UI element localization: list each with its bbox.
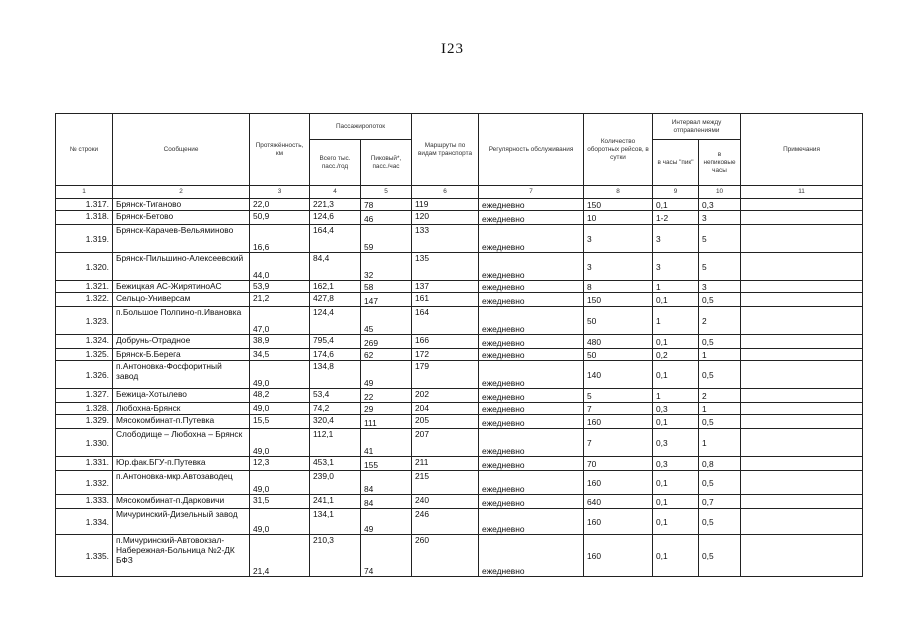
header-length: Протяжённость, км: [250, 114, 310, 186]
trip-count: 70: [584, 457, 653, 471]
row-number: 1.334.: [56, 509, 113, 535]
regularity: ежедневно: [479, 415, 584, 429]
trip-count: 160: [584, 415, 653, 429]
trip-count: 8: [584, 281, 653, 293]
note: [741, 199, 863, 211]
flow-peak: 59: [361, 225, 412, 253]
flow-peak: 84: [361, 471, 412, 495]
flow-total: 74,2: [310, 403, 361, 415]
row-number: 1.331.: [56, 457, 113, 471]
route-length: 31,5: [250, 495, 310, 509]
route-number: 161: [412, 293, 479, 307]
route-number: 135: [412, 253, 479, 281]
row-number: 1.324.: [56, 335, 113, 349]
interval-offpeak: 5: [699, 253, 741, 281]
note: [741, 509, 863, 535]
route-name: Брянск-Карачев-Вельяминово: [113, 225, 250, 253]
interval-offpeak: 0,8: [699, 457, 741, 471]
regularity: ежедневно: [479, 349, 584, 361]
interval-peak: 0,1: [653, 293, 699, 307]
col-number: 3: [250, 186, 310, 199]
route-number: 137: [412, 281, 479, 293]
interval-offpeak: 0,3: [699, 199, 741, 211]
route-number: 246: [412, 509, 479, 535]
trip-count: 3: [584, 253, 653, 281]
route-name: Слободище – Любохна – Брянск: [113, 429, 250, 457]
route-number: 215: [412, 471, 479, 495]
header-route: Сообщение: [113, 114, 250, 186]
flow-peak: 155: [361, 457, 412, 471]
flow-total: 795,4: [310, 335, 361, 349]
table-row: [56, 281, 863, 293]
row-number: 1.321.: [56, 281, 113, 293]
flow-total: 53,4: [310, 389, 361, 403]
regularity: ежедневно: [479, 211, 584, 225]
flow-peak: 41: [361, 429, 412, 457]
route-length: 44,0: [250, 253, 310, 281]
regularity: ежедневно: [479, 253, 584, 281]
note: [741, 403, 863, 415]
route-name: Юр.фак.БГУ-п.Путевка: [113, 457, 250, 471]
route-number: 164: [412, 307, 479, 335]
flow-total: 221,3: [310, 199, 361, 211]
route-number: 260: [412, 535, 479, 577]
note: [741, 225, 863, 253]
interval-peak: 1: [653, 281, 699, 293]
route-name: Добрунь-Отрадное: [113, 335, 250, 349]
route-length: 21,4: [250, 535, 310, 577]
regularity: ежедневно: [479, 535, 584, 577]
table-row: [56, 509, 863, 535]
header-flow-total: Всего тыс. пасс./год: [310, 140, 361, 186]
interval-offpeak: 0,7: [699, 495, 741, 509]
note: [741, 281, 863, 293]
route-name: Брянск-Пильшино-Алексеевский: [113, 253, 250, 281]
interval-offpeak: 0,5: [699, 535, 741, 577]
regularity: ежедневно: [479, 293, 584, 307]
col-number: 7: [479, 186, 584, 199]
table-row: [56, 403, 863, 415]
interval-offpeak: 2: [699, 389, 741, 403]
interval-peak: 0,1: [653, 415, 699, 429]
route-name: Брянск-Б.Берега: [113, 349, 250, 361]
regularity: ежедневно: [479, 281, 584, 293]
regularity: ежедневно: [479, 471, 584, 495]
note: [741, 535, 863, 577]
interval-peak: 0,1: [653, 361, 699, 389]
interval-peak: 0,1: [653, 335, 699, 349]
interval-peak: 3: [653, 253, 699, 281]
regularity: ежедневно: [479, 495, 584, 509]
flow-total: 174,6: [310, 349, 361, 361]
table-row: [56, 429, 863, 457]
note: [741, 457, 863, 471]
row-number: 1.327.: [56, 389, 113, 403]
row-number: 1.317.: [56, 199, 113, 211]
flow-total: 134,1: [310, 509, 361, 535]
header-routes: Маршруты по видам транспорта: [412, 114, 479, 186]
row-number: 1.335.: [56, 535, 113, 577]
flow-peak: 74: [361, 535, 412, 577]
header-row-no: № строки: [56, 114, 113, 186]
trip-count: 640: [584, 495, 653, 509]
route-name: п.Антоновка-Фосфоритный завод: [113, 361, 250, 389]
flow-peak: 29: [361, 403, 412, 415]
regularity: ежедневно: [479, 335, 584, 349]
header-trips: Количество оборотных рейсов, в сутки: [584, 114, 653, 186]
route-number: 205: [412, 415, 479, 429]
note: [741, 293, 863, 307]
flow-peak: 84: [361, 495, 412, 509]
route-length: 49,0: [250, 509, 310, 535]
flow-total: 427,8: [310, 293, 361, 307]
table-row: [56, 253, 863, 281]
flow-total: 453,1: [310, 457, 361, 471]
trip-count: 3: [584, 225, 653, 253]
trip-count: 50: [584, 349, 653, 361]
table-row: [56, 225, 863, 253]
flow-total: 84,4: [310, 253, 361, 281]
trip-count: 10: [584, 211, 653, 225]
header-interval-group: Интервал между отправлениями: [653, 114, 741, 140]
flow-peak: 45: [361, 307, 412, 335]
interval-offpeak: 0,5: [699, 361, 741, 389]
note: [741, 471, 863, 495]
interval-offpeak: 0,5: [699, 471, 741, 495]
route-number: 120: [412, 211, 479, 225]
route-table: [55, 113, 863, 577]
row-number: 1.333.: [56, 495, 113, 509]
header-regularity: Регулярность обслуживания: [479, 114, 584, 186]
flow-total: 320,4: [310, 415, 361, 429]
interval-peak: 0,1: [653, 509, 699, 535]
interval-offpeak: 0,5: [699, 509, 741, 535]
route-length: 47,0: [250, 307, 310, 335]
route-name: п.Большое Полпино-п.Ивановка: [113, 307, 250, 335]
flow-peak: 62: [361, 349, 412, 361]
row-number: 1.332.: [56, 471, 113, 495]
route-number: 207: [412, 429, 479, 457]
route-length: 22,0: [250, 199, 310, 211]
row-number: 1.323.: [56, 307, 113, 335]
route-name: Мясокомбинат-п.Путевка: [113, 415, 250, 429]
flow-total: 239,0: [310, 471, 361, 495]
row-number: 1.320.: [56, 253, 113, 281]
route-name: Брянск-Тиганово: [113, 199, 250, 211]
trip-count: 150: [584, 293, 653, 307]
route-number: 211: [412, 457, 479, 471]
interval-offpeak: 3: [699, 211, 741, 225]
interval-offpeak: 5: [699, 225, 741, 253]
regularity: ежедневно: [479, 199, 584, 211]
row-number: 1.330.: [56, 429, 113, 457]
trip-count: 50: [584, 307, 653, 335]
route-number: 240: [412, 495, 479, 509]
flow-peak: 49: [361, 361, 412, 389]
interval-peak: 0,3: [653, 403, 699, 415]
note: [741, 211, 863, 225]
flow-peak: 269: [361, 335, 412, 349]
regularity: ежедневно: [479, 457, 584, 471]
route-length: 49,0: [250, 429, 310, 457]
table-row: [56, 361, 863, 389]
route-length: 49,0: [250, 361, 310, 389]
regularity: ежедневно: [479, 389, 584, 403]
note: [741, 361, 863, 389]
route-name: Брянск-Бетово: [113, 211, 250, 225]
col-number: 8: [584, 186, 653, 199]
trip-count: 160: [584, 509, 653, 535]
flow-peak: 58: [361, 281, 412, 293]
col-number: 5: [361, 186, 412, 199]
route-name: Сельцо-Универсам: [113, 293, 250, 307]
route-number: 133: [412, 225, 479, 253]
interval-peak: 1-2: [653, 211, 699, 225]
table-row: [56, 349, 863, 361]
flow-peak: 78: [361, 199, 412, 211]
row-number: 1.329.: [56, 415, 113, 429]
flow-peak: 49: [361, 509, 412, 535]
table-body: [56, 199, 863, 577]
note: [741, 307, 863, 335]
route-name: Бежицкая АС-ЖирятиноАС: [113, 281, 250, 293]
col-number: 9: [653, 186, 699, 199]
col-number: 4: [310, 186, 361, 199]
flow-total: 112,1: [310, 429, 361, 457]
col-number: 1: [56, 186, 113, 199]
route-length: 50,9: [250, 211, 310, 225]
route-number: 172: [412, 349, 479, 361]
col-number: 10: [699, 186, 741, 199]
flow-total: 134,8: [310, 361, 361, 389]
table-row: [56, 535, 863, 577]
trip-count: 480: [584, 335, 653, 349]
table-row: [56, 495, 863, 509]
row-number: 1.326.: [56, 361, 113, 389]
col-number: 2: [113, 186, 250, 199]
flow-peak: 32: [361, 253, 412, 281]
row-number: 1.318.: [56, 211, 113, 225]
route-length: 16,6: [250, 225, 310, 253]
interval-peak: 0,3: [653, 429, 699, 457]
note: [741, 349, 863, 361]
flow-total: 210,3: [310, 535, 361, 577]
route-number: 202: [412, 389, 479, 403]
header-notes: Примечания: [741, 114, 863, 186]
header-interval-offpeak: в непиковые часы: [699, 140, 741, 186]
flow-peak: 22: [361, 389, 412, 403]
route-name: Любохна-Брянск: [113, 403, 250, 415]
route-length: 15,5: [250, 415, 310, 429]
row-number: 1.328.: [56, 403, 113, 415]
interval-offpeak: 2: [699, 307, 741, 335]
route-name: п.Антоновка-мкр.Автозаводец: [113, 471, 250, 495]
route-number: 166: [412, 335, 479, 349]
route-length: 38,9: [250, 335, 310, 349]
table-row: [56, 211, 863, 225]
regularity: ежедневно: [479, 225, 584, 253]
interval-offpeak: 1: [699, 403, 741, 415]
table-row: [56, 199, 863, 211]
note: [741, 389, 863, 403]
route-length: 12,3: [250, 457, 310, 471]
trip-count: 160: [584, 535, 653, 577]
note: [741, 415, 863, 429]
route-name: п.Мичуринский-Автовокзал-Набережная-Больница №2-ДК БФЗ: [113, 535, 250, 577]
route-length: 34,5: [250, 349, 310, 361]
interval-offpeak: 1: [699, 429, 741, 457]
flow-total: 124,4: [310, 307, 361, 335]
route-number: 204: [412, 403, 479, 415]
route-number: 119: [412, 199, 479, 211]
table-header: [56, 114, 863, 199]
col-number: 6: [412, 186, 479, 199]
row-number: 1.325.: [56, 349, 113, 361]
regularity: ежедневно: [479, 429, 584, 457]
regularity: ежедневно: [479, 509, 584, 535]
regularity: ежедневно: [479, 307, 584, 335]
header-interval-peak: в часы "пик": [653, 140, 699, 186]
flow-total: 124,6: [310, 211, 361, 225]
trip-count: 160: [584, 471, 653, 495]
regularity: ежедневно: [479, 361, 584, 389]
flow-total: 162,1: [310, 281, 361, 293]
table-row: [56, 471, 863, 495]
interval-offpeak: 0,5: [699, 335, 741, 349]
table-row: [56, 415, 863, 429]
trip-count: 7: [584, 403, 653, 415]
row-number: 1.322.: [56, 293, 113, 307]
interval-peak: 0,2: [653, 349, 699, 361]
interval-peak: 0,1: [653, 535, 699, 577]
route-name: Мясокомбинат-п.Дарковичи: [113, 495, 250, 509]
route-length: 53,9: [250, 281, 310, 293]
flow-total: 241,1: [310, 495, 361, 509]
trip-count: 5: [584, 389, 653, 403]
header-flow-peak: Пиковый*, пасс./час: [361, 140, 412, 186]
table-row: [56, 307, 863, 335]
flow-peak: 111: [361, 415, 412, 429]
route-length: 21,2: [250, 293, 310, 307]
table-row: [56, 457, 863, 471]
interval-peak: 1: [653, 307, 699, 335]
interval-peak: 0,1: [653, 495, 699, 509]
header-flow-group: Пассажиропоток: [310, 114, 412, 140]
page-number: I23: [441, 41, 464, 57]
interval-offpeak: 3: [699, 281, 741, 293]
route-length: 49,0: [250, 471, 310, 495]
interval-peak: 0,1: [653, 199, 699, 211]
trip-count: 150: [584, 199, 653, 211]
regularity: ежедневно: [479, 403, 584, 415]
interval-offpeak: 0,5: [699, 293, 741, 307]
interval-peak: 3: [653, 225, 699, 253]
interval-offpeak: 1: [699, 349, 741, 361]
route-length: 49,0: [250, 403, 310, 415]
route-name: Бежица-Хотылево: [113, 389, 250, 403]
interval-peak: 1: [653, 389, 699, 403]
note: [741, 335, 863, 349]
col-number: 11: [741, 186, 863, 199]
row-number: 1.319.: [56, 225, 113, 253]
note: [741, 495, 863, 509]
note: [741, 253, 863, 281]
route-length: 48,2: [250, 389, 310, 403]
flow-peak: 147: [361, 293, 412, 307]
table-row: [56, 335, 863, 349]
table-row: [56, 293, 863, 307]
table-row: [56, 389, 863, 403]
interval-peak: 0,1: [653, 471, 699, 495]
trip-count: 140: [584, 361, 653, 389]
note: [741, 429, 863, 457]
interval-peak: 0,3: [653, 457, 699, 471]
interval-offpeak: 0,5: [699, 415, 741, 429]
flow-total: 164,4: [310, 225, 361, 253]
route-name: Мичуринский-Дизельный завод: [113, 509, 250, 535]
route-number: 179: [412, 361, 479, 389]
trip-count: 7: [584, 429, 653, 457]
flow-peak: 46: [361, 211, 412, 225]
